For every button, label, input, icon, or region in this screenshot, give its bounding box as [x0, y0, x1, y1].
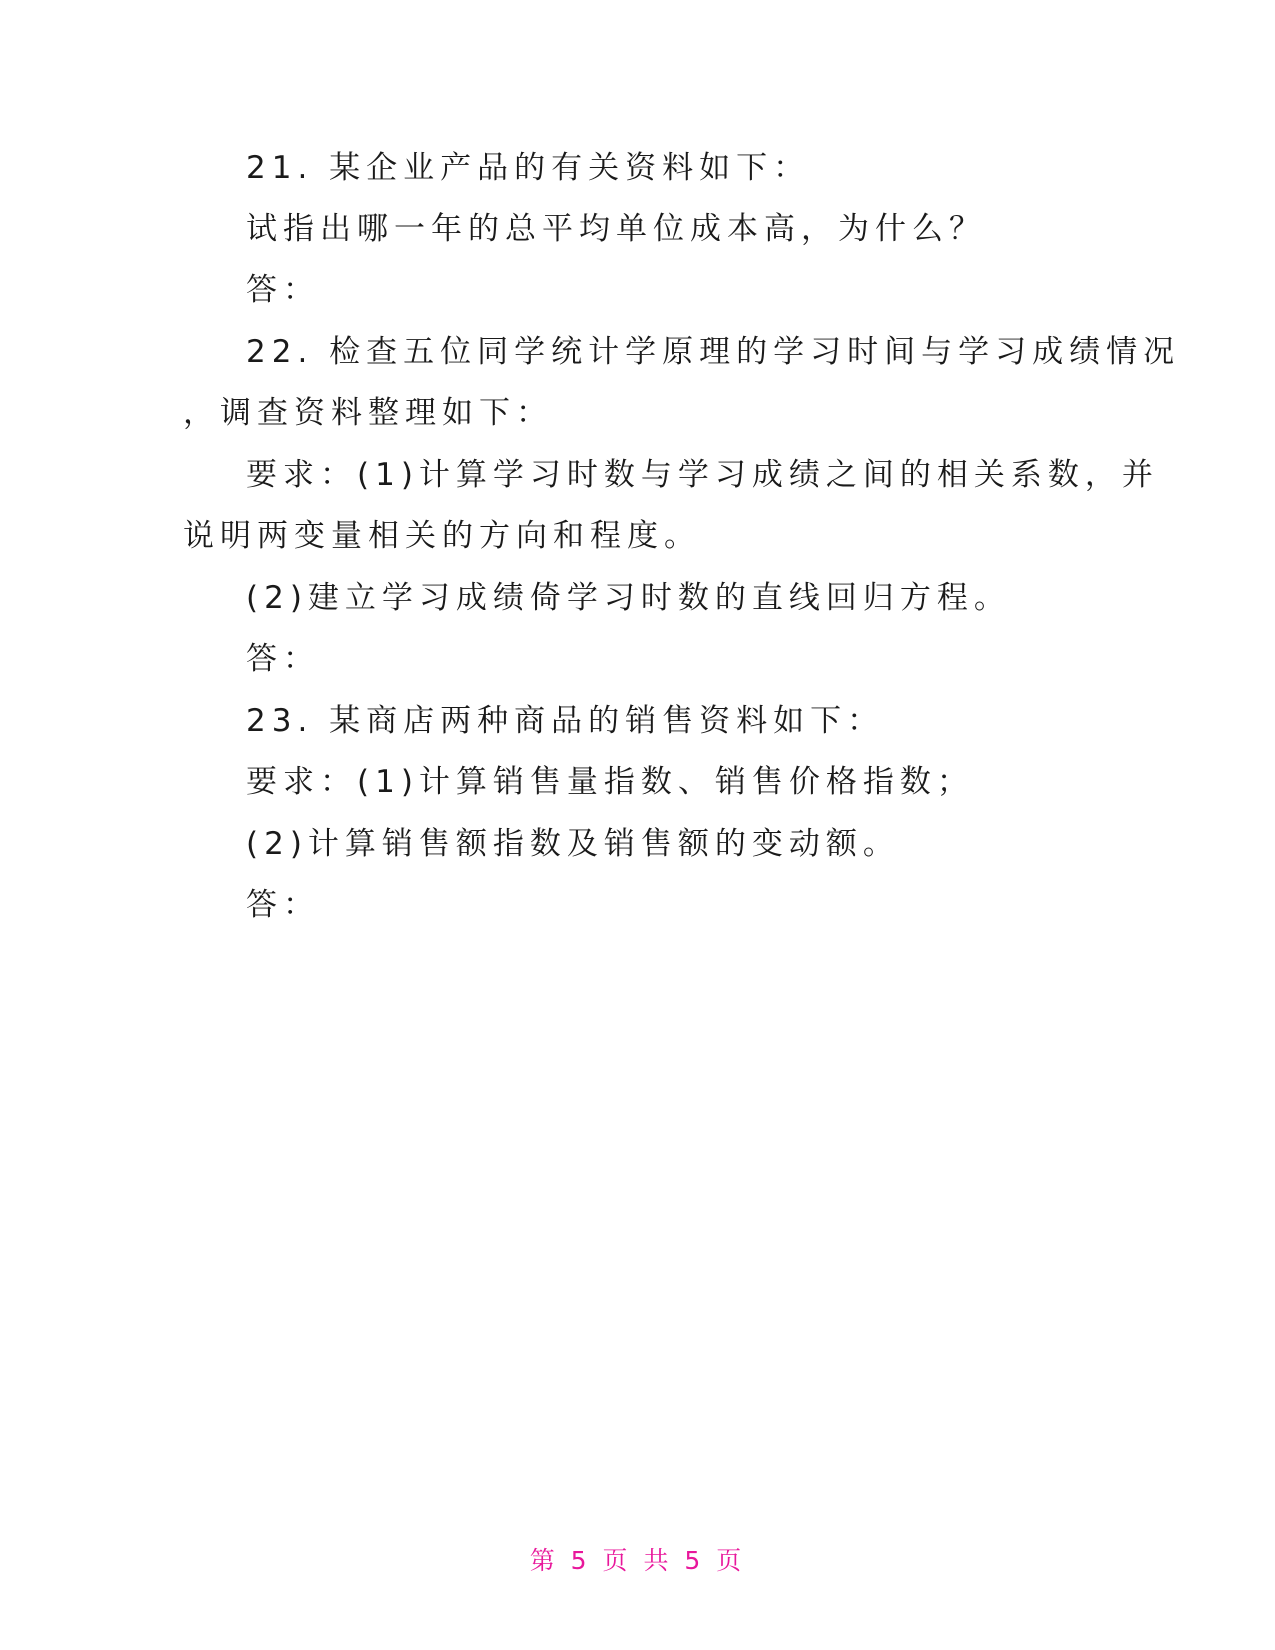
- question-22-requirement-1-continued: 说明两变量相关的方向和程度。: [183, 518, 701, 554]
- question-22-heading: 22. 检查五位同学统计学原理的学习时间与学习成绩情况: [246, 334, 1181, 370]
- question-22-requirement-1: 要求：(1)计算学习时数与学习成绩之间的相关系数，并: [246, 457, 1159, 493]
- answer-label: 答：: [246, 272, 320, 308]
- answer-label: 答：: [246, 641, 320, 677]
- page-number-footer: 第 5 页 共 5 页: [529, 1546, 746, 1575]
- answer-label: 答：: [246, 887, 320, 923]
- question-22-requirement-2: (2)建立学习成绩倚学习时数的直线回归方程。: [246, 580, 1011, 616]
- question-23-requirement-2: (2)计算销售额指数及销售额的变动额。: [246, 826, 900, 862]
- question-21-prompt: 试指出哪一年的总平均单位成本高，为什么？: [246, 211, 986, 247]
- question-21-heading: 21. 某企业产品的有关资料如下：: [246, 150, 811, 186]
- question-23-requirement-1: 要求：(1)计算销售量指数、销售价格指数；: [246, 764, 974, 800]
- question-23-heading: 23. 某商店两种商品的销售资料如下：: [246, 703, 885, 739]
- question-22-heading-continued: ，调查资料整理如下：: [183, 395, 553, 431]
